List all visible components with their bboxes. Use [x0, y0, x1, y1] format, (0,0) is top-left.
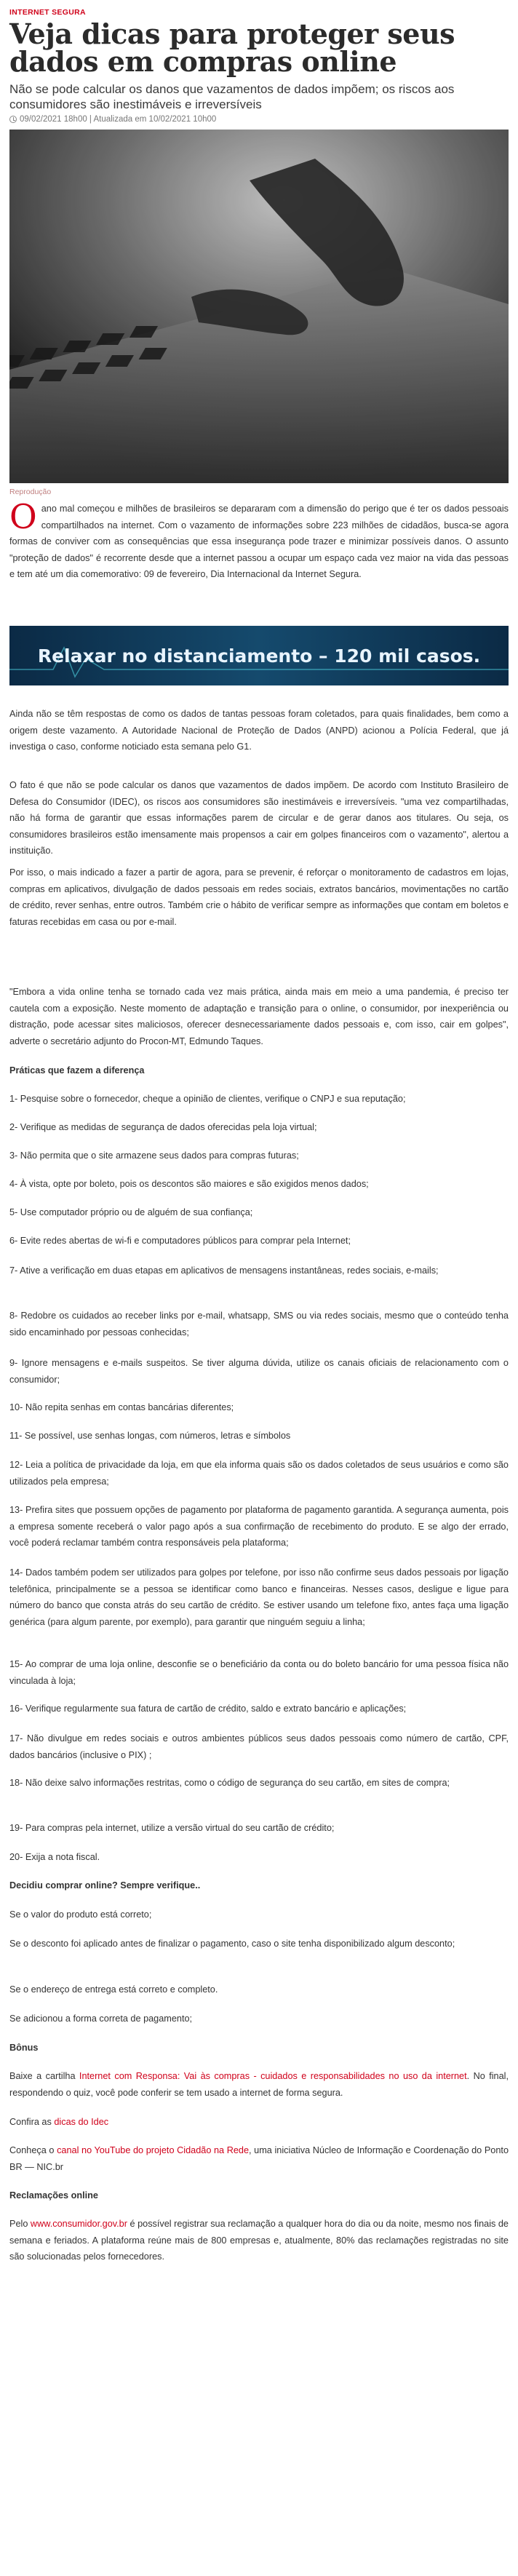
heading-bonus: Bônus — [9, 2043, 39, 2053]
intro-text: ano mal começou e milhões de brasileiros se depararam com a dimensão do perigo que é ter os dados pessoais compartilhados na internet. Com o vazamento de informações sobre 223 milhões de cidadãos, busca-se agora formas de conviver com as consequências que essa insegurança pode trazer e minimizar possíveis danos. O assunto "proteção de dados" é recorrente desde que a internet passou a ocupar um espaço cada vez maior na vida das pessoas e tem até um dia comemorativo: 09 de fevereiro, Dia Internacional da Internet Segura. — [9, 504, 509, 579]
drop-cap: O — [9, 497, 37, 536]
bonus-cartilha — [9, 2068, 509, 2101]
tip-item: 10- Não repita senhas em contas bancárias diferentes; — [9, 1402, 234, 1412]
tip-item: 8- Redobre os cuidados ao receber links por e-mail, whatsapp, SMS ou via redes sociais, mesmo que o conteúdo tenha sido encaminhado por pessoas conhecidas; — [9, 1311, 509, 1337]
bonus-text: , uma iniciativa Núcleo de Informação e Coordenação do Ponto BR — NIC.br — [9, 2145, 509, 2172]
tip-item: 1- Pesquise sobre o fornecedor, cheque a opinião de clientes, verifique o CNPJ e sua reputação; — [9, 1094, 406, 1104]
consumidor-link[interactable]: www.consumidor.gov.br — [30, 2219, 127, 2229]
check-item: Se o endereço de entrega está correto e completo. — [9, 1984, 218, 1995]
tip-item: 15- Ao comprar de uma loja online, desconfie se o beneficiário da conta ou do boleto bancário for uma pessoa física não vinculada à loja; — [9, 1659, 509, 1686]
hero-image — [9, 130, 509, 483]
idec-link[interactable]: dicas do Idec — [54, 2117, 109, 2127]
paragraph-3: O fato é que não se pode calcular os danos que vazamentos de dados impõem. De acordo com Instituto Brasileiro de Defesa do Consumidor (IDEC), os riscos aos consumidores são inestimáveis e irreversíveis. "uma vez compartilhadas, não há forma de garantir que essas informações parem de circular e de gerar danos aos titulares. Ou seja, os consumidores brasileiros estão imensamente mais propensos a cair em golpes financeiros com o vazamento", alertou a instituição. — [9, 780, 509, 856]
heading-decidiu: Decidiu comprar online? Sempre verifique.. — [9, 1880, 201, 1891]
intro-paragraph — [9, 497, 509, 583]
tip-item: 2- Verifique as medidas de segurança de dados oferecidas pela loja virtual; — [9, 1122, 317, 1132]
bonus-youtube — [9, 2142, 509, 2175]
date-text: 09/02/2021 18h00 | Atualizada em 10/02/2021 10h00 — [20, 115, 217, 124]
tip-item: 9- Ignore mensagens e e-mails suspeitos. Se tiver alguma dúvida, utilize os canais oficiais de relacionamento com o consumidor; — [9, 1358, 509, 1385]
heading-reclamacoes: Reclamações online — [9, 2190, 98, 2201]
reclam-text: é possível registrar sua reclamação a qualquer hora do dia ou da noite, mesmo nos finais de semana e feriados. A plataforma reúne mais de 800 empresas e, atualmente, 80% das reclamações registradas no site são solucionadas pelos fornecedores. — [9, 2219, 509, 2262]
clock-icon — [9, 116, 17, 123]
section-label[interactable]: INTERNET SEGURA — [9, 8, 86, 17]
tip-item: 18- Não deixe salvo informações restritas, como o código de segurança do seu cartão, em sites de compra; — [9, 1778, 450, 1788]
tip-item: 11- Se possível, use senhas longas, com números, letras e símbolos — [9, 1431, 291, 1441]
tip-item: 20- Exija a nota fiscal. — [9, 1852, 100, 1862]
reclam-text: Pelo — [9, 2219, 31, 2229]
reclamacoes-paragraph — [9, 2216, 509, 2265]
cartilha-link[interactable]: Internet com Responsa: Vai às compras - cuidados e responsabilidades no uso da internet — [79, 2071, 467, 2081]
tip-item: 19- Para compras pela internet, utilize a versão virtual do seu cartão de crédito; — [9, 1823, 335, 1833]
tip-item: 17- Não divulgue em redes sociais e outros ambientes públicos seus dados pessoais como número de cartão, CPF, dados bancários (inclusive o PIX) ; — [9, 1733, 509, 1760]
quote-paragraph: "Embora a vida online tenha se tornado cada vez mais prática, ainda mais em meio a uma pandemia, é preciso ter cautela com a exposição. Neste momento de adaptação e transição para o online, o consumidor, por inexperiência ou distração, pode acessar sites maliciosos, oferecer desnecessariamente dados pessoais e, com isso, cair em golpes", adverte o secretário adjunto do Procon-MT, Edmundo Taques. — [9, 987, 509, 1046]
tip-item: 14- Dados também podem ser utilizados para golpes por telefone, por isso não confirme seus dados pessoais por ligação telefônica, principalmente se a pessoa se identificar como banco e financeiras. Nesses casos, desligue e ligue para número do banco que consta atrás do seu cartão de crédito. Se estiver usando um telefone fixo, antes faça uma ligação genérica (para algum parente, por exemplo), para garantir que ninguém seguiu a linha; — [9, 1567, 509, 1627]
paragraph-2: Ainda não se têm respostas de como os dados de tantas pessoas foram coletados, para quais finalidades, bem como a origem deste vazamento. A Autoridade Nacional de Proteção de Dados (ANPD) acionou a Polícia Federal, que já investiga o caso, conforme noticiado esta semana pelo G1. — [9, 709, 509, 752]
youtube-channel-link[interactable]: canal no YouTube do projeto Cidadão na Rede — [57, 2145, 250, 2155]
bonus-idec — [9, 2114, 509, 2131]
tip-item: 4- À vista, opte por boleto, pois os descontos são maiores e são exigidos menos dados; — [9, 1179, 369, 1189]
bonus-text: Conheça o — [9, 2145, 57, 2155]
bonus-text: Confira as — [9, 2117, 55, 2127]
article-title: Veja dicas para proteger seus dados em compras online — [9, 17, 455, 78]
check-item: Se adicionou a forma correta de pagamento; — [9, 2014, 193, 2024]
check-item: Se o valor do produto está correto; — [9, 1909, 152, 1920]
tip-item: 3- Não permita que o site armazene seus dados para compras futuras; — [9, 1150, 299, 1161]
tip-item: 5- Use computador próprio ou de alguém de sua confiança; — [9, 1207, 253, 1217]
publish-date — [9, 115, 216, 124]
heading-praticas: Práticas que fazem a diferença — [9, 1065, 145, 1076]
tip-item: 7- Ative a verificação em duas etapas em aplicativos de mensagens instantâneas, redes sociais, e-mails; — [9, 1265, 439, 1276]
tip-item: 16- Verifique regularmente sua fatura de cartão de crédito, saldo e extrato bancário e aplicações; — [9, 1704, 407, 1714]
banner-text: Relaxar no distanciamento – 120 mil casos. — [37, 645, 481, 667]
check-item: Se o desconto foi aplicado antes de finalizar o pagamento, caso o site tenha disponibilizado algum desconto; — [9, 1939, 455, 1949]
bonus-text: . No final, respondendo o quiz, você pode conferir se tem usado a internet de forma segura. — [9, 2071, 509, 2098]
paragraph-4: Por isso, o mais indicado a fazer a partir de agora, para se prevenir, é reforçar o monitoramento de cadastros em lojas, compras em aplicativos, divulgação de dados pessoais em redes sociais, extratos bancários, movimentações no cartão de crédito, rever senhas, entre outros. Também crie o hábito de verificar sempre as informações que contam em boletos e faturas recebidas em casa ou por e-mail. — [9, 867, 509, 927]
tip-item: 6- Evite redes abertas de wi-fi e computadores públicos para comprar pela Internet; — [9, 1236, 351, 1246]
laptop-hands-photo — [9, 130, 509, 483]
article-subtitle: Não se pode calcular os danos que vazamentos de dados impõem; os riscos aos consumidores são inestimáveis e irreversíveis — [9, 82, 455, 111]
tip-item: 13- Prefira sites que possuem opções de pagamento por plataforma de pagamento garantida. A segurança aumenta, pois a empresa somente receberá o valor pago após a sua confirmação de recebimento do produto. E se algo der errado, você poderá reclamar também contra responsáveis pela plataforma; — [9, 1505, 509, 1548]
tip-item: 12- Leia a política de privacidade da loja, em que ela informa quais são os dados coletados de seus usuários e como são utilizados pela empresa; — [9, 1460, 509, 1487]
ad-banner[interactable] — [9, 626, 509, 685]
bonus-text: Baixe a cartilha — [9, 2071, 79, 2081]
image-credit: Reprodução — [9, 488, 52, 496]
